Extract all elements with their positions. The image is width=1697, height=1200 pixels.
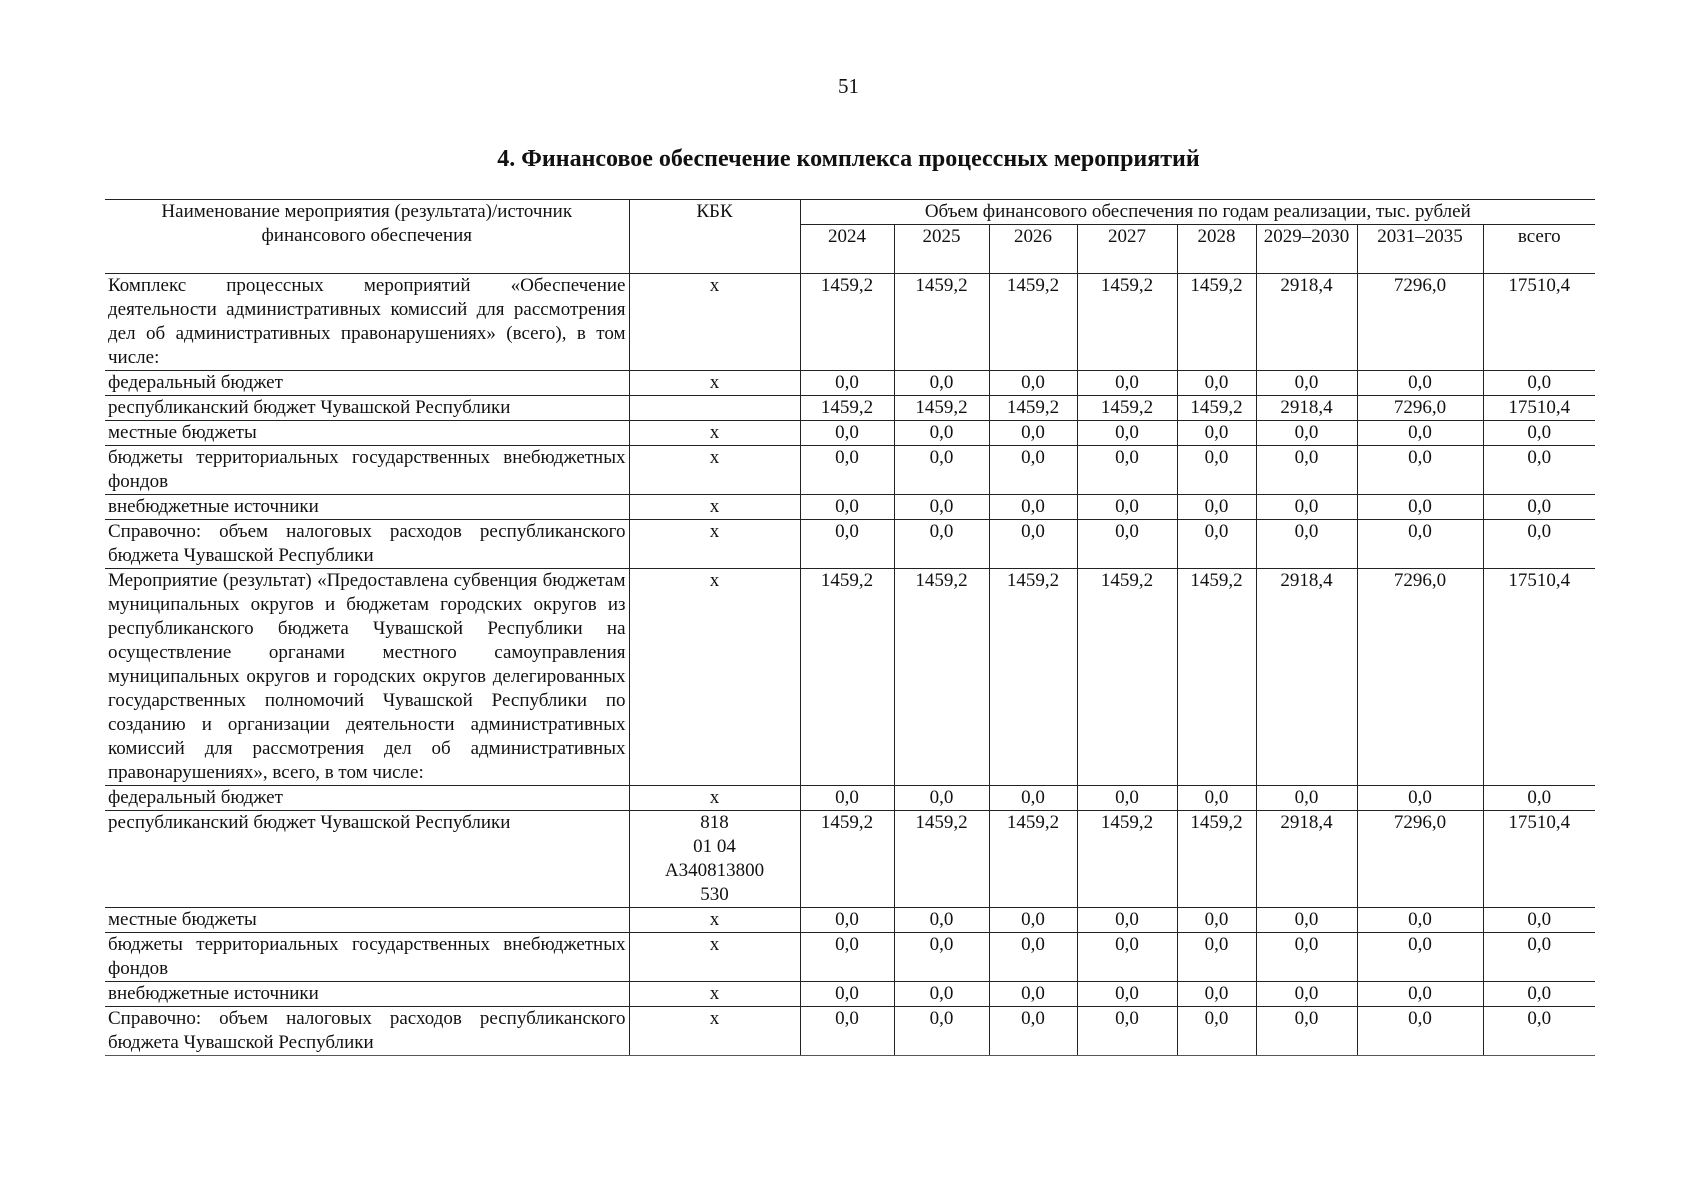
row-value: 1459,2 bbox=[989, 569, 1077, 786]
row-name: федеральный бюджет bbox=[105, 786, 629, 811]
row-value: 1459,2 bbox=[989, 396, 1077, 421]
row-value: 1459,2 bbox=[1177, 274, 1256, 371]
row-kbk: x bbox=[629, 933, 800, 982]
header-year: 2026 bbox=[989, 225, 1077, 274]
row-total: 0,0 bbox=[1483, 421, 1595, 446]
row-name: внебюджетные источники bbox=[105, 982, 629, 1007]
row-value: 1459,2 bbox=[989, 811, 1077, 908]
row-value: 0,0 bbox=[1177, 446, 1256, 495]
row-value: 0,0 bbox=[800, 520, 894, 569]
table-row bbox=[105, 371, 1595, 396]
row-value: 2918,4 bbox=[1256, 274, 1357, 371]
row-name: внебюджетные источники bbox=[105, 495, 629, 520]
row-value: 0,0 bbox=[800, 908, 894, 933]
row-name: республиканский бюджет Чувашской Республики bbox=[105, 396, 629, 421]
row-total: 0,0 bbox=[1483, 982, 1595, 1007]
row-value: 0,0 bbox=[1077, 446, 1177, 495]
row-name: Мероприятие (результат) «Предоставлена субвенция бюджетам муниципальных округов и бюджетам городских округов из республиканского бюджета Чувашской Республики на осуществление органами местного самоуправления муниципальных округов и городских округов делегированных государственных полномочий Чувашской Республики по созданию и организации деятельности административных комиссий для рассмотрения дел об административных правонарушениях», всего, в том числе: bbox=[105, 569, 629, 786]
row-kbk: x bbox=[629, 908, 800, 933]
row-value: 0,0 bbox=[1256, 421, 1357, 446]
row-value: 0,0 bbox=[1177, 495, 1256, 520]
row-value: 1459,2 bbox=[800, 274, 894, 371]
table-row bbox=[105, 446, 1595, 495]
row-value: 0,0 bbox=[1177, 982, 1256, 1007]
header-year: 2031–2035 bbox=[1357, 225, 1483, 274]
row-total: 17510,4 bbox=[1483, 811, 1595, 908]
row-value: 0,0 bbox=[1177, 786, 1256, 811]
row-kbk: x bbox=[629, 786, 800, 811]
row-value: 0,0 bbox=[1256, 446, 1357, 495]
header-year: 2028 bbox=[1177, 225, 1256, 274]
row-kbk: x bbox=[629, 421, 800, 446]
row-value: 0,0 bbox=[1256, 908, 1357, 933]
table-row bbox=[105, 1007, 1595, 1056]
row-value: 0,0 bbox=[1256, 786, 1357, 811]
table-row bbox=[105, 933, 1595, 982]
row-value: 0,0 bbox=[894, 933, 989, 982]
row-value: 0,0 bbox=[989, 982, 1077, 1007]
row-value: 0,0 bbox=[1357, 908, 1483, 933]
row-value: 0,0 bbox=[1177, 421, 1256, 446]
row-name: местные бюджеты bbox=[105, 421, 629, 446]
row-total: 17510,4 bbox=[1483, 274, 1595, 371]
row-name: бюджеты территориальных государственных внебюджетных фондов bbox=[105, 446, 629, 495]
row-kbk: x bbox=[629, 1007, 800, 1056]
row-kbk: x bbox=[629, 982, 800, 1007]
table-body bbox=[105, 274, 1595, 1056]
row-value: 0,0 bbox=[894, 982, 989, 1007]
row-value: 1459,2 bbox=[800, 396, 894, 421]
row-value: 0,0 bbox=[989, 786, 1077, 811]
row-value: 0,0 bbox=[800, 933, 894, 982]
row-value: 0,0 bbox=[1357, 446, 1483, 495]
row-value: 0,0 bbox=[894, 446, 989, 495]
row-kbk: x bbox=[629, 495, 800, 520]
header-year: 2024 bbox=[800, 225, 894, 274]
row-total: 17510,4 bbox=[1483, 396, 1595, 421]
row-value: 0,0 bbox=[1177, 371, 1256, 396]
financing-table bbox=[105, 199, 1595, 1056]
row-value: 0,0 bbox=[989, 446, 1077, 495]
header-volume: Объем финансового обеспечения по годам реализации, тыс. рублей bbox=[800, 200, 1595, 225]
row-value: 0,0 bbox=[894, 908, 989, 933]
row-value: 7296,0 bbox=[1357, 396, 1483, 421]
row-kbk: x bbox=[629, 274, 800, 371]
row-value: 0,0 bbox=[1177, 908, 1256, 933]
row-value: 0,0 bbox=[1357, 421, 1483, 446]
row-value: 0,0 bbox=[1077, 933, 1177, 982]
row-value: 0,0 bbox=[989, 371, 1077, 396]
row-value: 0,0 bbox=[894, 1007, 989, 1056]
row-value: 0,0 bbox=[1256, 1007, 1357, 1056]
row-value: 1459,2 bbox=[989, 274, 1077, 371]
header-name: Наименование мероприятия (результата)/источник финансового обеспечения bbox=[105, 200, 629, 274]
table-row bbox=[105, 495, 1595, 520]
table-row bbox=[105, 982, 1595, 1007]
table-header bbox=[105, 200, 1595, 274]
header-year: 2029–2030 bbox=[1256, 225, 1357, 274]
row-name: республиканский бюджет Чувашской Республики bbox=[105, 811, 629, 908]
row-name: федеральный бюджет bbox=[105, 371, 629, 396]
row-value: 0,0 bbox=[1256, 982, 1357, 1007]
row-name: бюджеты территориальных государственных внебюджетных фондов bbox=[105, 933, 629, 982]
row-kbk: 818 01 04 А340813800 530 bbox=[629, 811, 800, 908]
row-value: 0,0 bbox=[1077, 520, 1177, 569]
header-kbk: КБК bbox=[629, 200, 800, 274]
row-name: Комплекс процессных мероприятий «Обеспечение деятельности административных комиссий для рассмотрения дел об административных правонарушениях» (всего), в том числе: bbox=[105, 274, 629, 371]
row-total: 0,0 bbox=[1483, 446, 1595, 495]
row-value: 0,0 bbox=[1256, 933, 1357, 982]
row-total: 17510,4 bbox=[1483, 569, 1595, 786]
page-number: 51 bbox=[838, 74, 859, 98]
row-name: местные бюджеты bbox=[105, 908, 629, 933]
row-total: 0,0 bbox=[1483, 933, 1595, 982]
row-value: 0,0 bbox=[1357, 982, 1483, 1007]
row-value: 0,0 bbox=[894, 495, 989, 520]
row-value: 0,0 bbox=[1177, 520, 1256, 569]
row-value: 0,0 bbox=[894, 520, 989, 569]
row-value: 0,0 bbox=[894, 421, 989, 446]
row-value: 0,0 bbox=[1256, 520, 1357, 569]
table-row bbox=[105, 396, 1595, 421]
row-value: 0,0 bbox=[1177, 1007, 1256, 1056]
row-value: 1459,2 bbox=[1077, 569, 1177, 786]
row-value: 0,0 bbox=[1357, 1007, 1483, 1056]
row-value: 1459,2 bbox=[1177, 396, 1256, 421]
row-value: 1459,2 bbox=[894, 274, 989, 371]
row-value: 0,0 bbox=[800, 446, 894, 495]
row-value: 0,0 bbox=[1357, 495, 1483, 520]
row-value: 0,0 bbox=[989, 421, 1077, 446]
row-kbk: x bbox=[629, 520, 800, 569]
row-value: 1459,2 bbox=[894, 396, 989, 421]
row-value: 0,0 bbox=[1077, 1007, 1177, 1056]
table-row bbox=[105, 908, 1595, 933]
row-value: 1459,2 bbox=[1077, 396, 1177, 421]
row-value: 1459,2 bbox=[1177, 811, 1256, 908]
row-total: 0,0 bbox=[1483, 495, 1595, 520]
row-value: 0,0 bbox=[894, 371, 989, 396]
row-value: 1459,2 bbox=[1077, 274, 1177, 371]
row-total: 0,0 bbox=[1483, 1007, 1595, 1056]
table-row bbox=[105, 569, 1595, 786]
row-value: 0,0 bbox=[800, 786, 894, 811]
row-value: 0,0 bbox=[800, 421, 894, 446]
table-row bbox=[105, 786, 1595, 811]
row-kbk: x bbox=[629, 446, 800, 495]
row-value: 0,0 bbox=[1357, 520, 1483, 569]
row-value: 0,0 bbox=[894, 786, 989, 811]
row-value: 2918,4 bbox=[1256, 569, 1357, 786]
table-row bbox=[105, 421, 1595, 446]
row-value: 0,0 bbox=[800, 1007, 894, 1056]
row-value: 0,0 bbox=[1077, 908, 1177, 933]
row-value: 0,0 bbox=[1077, 371, 1177, 396]
row-value: 7296,0 bbox=[1357, 274, 1483, 371]
page-title: 4. Финансовое обеспечение комплекса процессных мероприятий bbox=[497, 146, 1200, 172]
row-value: 1459,2 bbox=[894, 569, 989, 786]
row-value: 0,0 bbox=[800, 982, 894, 1007]
row-value: 0,0 bbox=[1357, 371, 1483, 396]
row-value: 0,0 bbox=[1077, 982, 1177, 1007]
row-value: 0,0 bbox=[989, 933, 1077, 982]
row-total: 0,0 bbox=[1483, 520, 1595, 569]
row-value: 1459,2 bbox=[800, 811, 894, 908]
row-value: 1459,2 bbox=[1077, 811, 1177, 908]
row-value: 1459,2 bbox=[800, 569, 894, 786]
row-value: 0,0 bbox=[800, 371, 894, 396]
row-kbk: x bbox=[629, 569, 800, 786]
row-total: 0,0 bbox=[1483, 786, 1595, 811]
row-value: 0,0 bbox=[989, 1007, 1077, 1056]
row-value: 2918,4 bbox=[1256, 396, 1357, 421]
header-total: всего bbox=[1483, 225, 1595, 274]
row-value: 0,0 bbox=[1256, 495, 1357, 520]
row-value: 0,0 bbox=[1256, 371, 1357, 396]
row-value: 0,0 bbox=[1177, 933, 1256, 982]
table-row bbox=[105, 811, 1595, 908]
row-name: Справочно: объем налоговых расходов республиканского бюджета Чувашской Республики bbox=[105, 1007, 629, 1056]
row-total: 0,0 bbox=[1483, 371, 1595, 396]
row-value: 0,0 bbox=[1357, 933, 1483, 982]
row-value: 7296,0 bbox=[1357, 811, 1483, 908]
header-year: 2025 bbox=[894, 225, 989, 274]
header-year: 2027 bbox=[1077, 225, 1177, 274]
row-kbk: x bbox=[629, 371, 800, 396]
row-value: 1459,2 bbox=[894, 811, 989, 908]
row-value: 1459,2 bbox=[1177, 569, 1256, 786]
row-value: 0,0 bbox=[1077, 495, 1177, 520]
row-value: 7296,0 bbox=[1357, 569, 1483, 786]
row-value: 2918,4 bbox=[1256, 811, 1357, 908]
row-value: 0,0 bbox=[989, 495, 1077, 520]
row-name: Справочно: объем налоговых расходов республиканского бюджета Чувашской Республики bbox=[105, 520, 629, 569]
row-value: 0,0 bbox=[1357, 786, 1483, 811]
row-kbk bbox=[629, 396, 800, 421]
row-total: 0,0 bbox=[1483, 908, 1595, 933]
table-row bbox=[105, 520, 1595, 569]
row-value: 0,0 bbox=[1077, 786, 1177, 811]
row-value: 0,0 bbox=[989, 908, 1077, 933]
row-value: 0,0 bbox=[800, 495, 894, 520]
row-value: 0,0 bbox=[1077, 421, 1177, 446]
row-value: 0,0 bbox=[989, 520, 1077, 569]
table-row bbox=[105, 274, 1595, 371]
